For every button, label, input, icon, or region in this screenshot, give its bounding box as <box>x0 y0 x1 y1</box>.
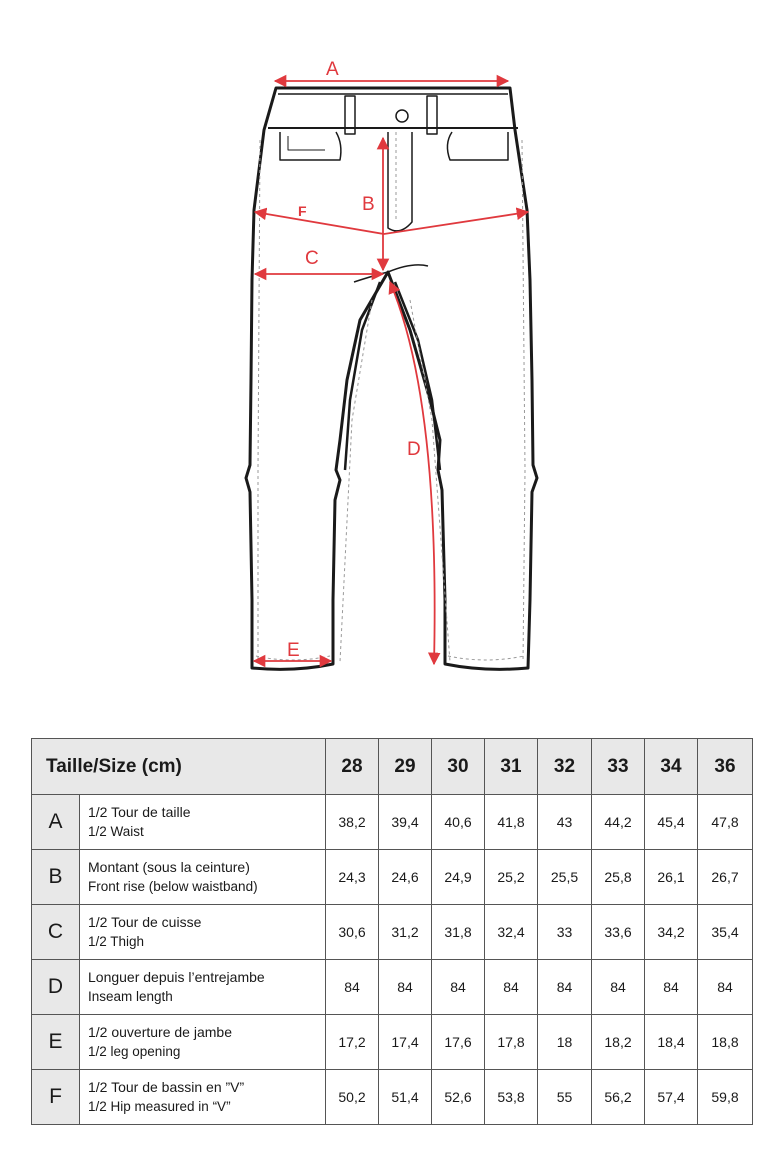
size-header: 30 <box>432 739 485 795</box>
measurement-value: 43 <box>538 795 592 850</box>
measurement-value: 84 <box>326 960 379 1015</box>
label-c: C <box>305 248 319 269</box>
measurement-value: 25,8 <box>592 850 645 905</box>
description-english: 1/2 Waist <box>88 824 144 839</box>
measurement-value: 26,7 <box>698 850 753 905</box>
inner-leg-left <box>345 282 380 470</box>
size-header: 32 <box>538 739 592 795</box>
measurement-value: 25,5 <box>538 850 592 905</box>
table-row <box>32 850 753 905</box>
measurement-value: 84 <box>485 960 538 1015</box>
label-a: A <box>326 59 339 80</box>
measurement-value: 53,8 <box>485 1070 538 1125</box>
pants-outline <box>246 88 537 669</box>
measurement-value: 50,2 <box>326 1070 379 1125</box>
table-row <box>32 1015 753 1070</box>
measure-f-line <box>255 212 528 234</box>
measurement-value: 40,6 <box>432 795 485 850</box>
description-french: 1/2 Tour de taille <box>88 804 191 820</box>
size-header: 31 <box>485 739 538 795</box>
table-row <box>32 905 753 960</box>
label-e: E <box>287 640 300 661</box>
size-header: 33 <box>592 739 645 795</box>
measurement-letter: E <box>32 1015 80 1070</box>
table-title: Taille/Size (cm) <box>32 739 326 795</box>
measurement-value: 45,4 <box>645 795 698 850</box>
measurement-value: 31,2 <box>379 905 432 960</box>
measurement-value: 24,3 <box>326 850 379 905</box>
measurement-value: 51,4 <box>379 1070 432 1125</box>
table-row <box>32 1070 753 1125</box>
pants-silhouette <box>246 88 537 669</box>
size-header: 28 <box>326 739 379 795</box>
measurement-value: 84 <box>379 960 432 1015</box>
measurement-value: 84 <box>645 960 698 1015</box>
label-f: F <box>298 203 307 219</box>
measurement-value: 84 <box>592 960 645 1015</box>
size-header: 36 <box>698 739 753 795</box>
measurement-value: 25,2 <box>485 850 538 905</box>
description-french: Montant (sous la ceinture) <box>88 859 250 875</box>
measurement-value: 18,8 <box>698 1015 753 1070</box>
measurement-letter: A <box>32 795 80 850</box>
measurement-value: 18 <box>538 1015 592 1070</box>
measurement-value: 32,4 <box>485 905 538 960</box>
description-french: 1/2 Tour de bassin en ”V” <box>88 1079 245 1095</box>
measurement-value: 33,6 <box>592 905 645 960</box>
measurement-value: 52,6 <box>432 1070 485 1125</box>
measurement-value: 18,4 <box>645 1015 698 1070</box>
measurement-value: 17,8 <box>485 1015 538 1070</box>
label-b: B <box>362 194 375 215</box>
measurement-value: 34,2 <box>645 905 698 960</box>
button-icon <box>396 110 408 122</box>
measurement-description <box>80 795 326 850</box>
measurement-value: 17,2 <box>326 1015 379 1070</box>
label-d: D <box>407 439 421 460</box>
measurement-description <box>80 850 326 905</box>
measurement-value: 41,8 <box>485 795 538 850</box>
size-table <box>31 738 753 1125</box>
description-french: Longuer depuis l’entrejambe <box>88 969 265 985</box>
measurement-value: 24,9 <box>432 850 485 905</box>
measurement-value: 84 <box>538 960 592 1015</box>
measurement-value: 17,6 <box>432 1015 485 1070</box>
measurement-lines <box>254 81 528 664</box>
measurement-value: 31,8 <box>432 905 485 960</box>
table-header-row <box>32 739 753 795</box>
description-french: 1/2 Tour de cuisse <box>88 914 202 930</box>
measurement-value: 47,8 <box>698 795 753 850</box>
stitch-outer-right <box>522 140 525 662</box>
measurement-description <box>80 960 326 1015</box>
measurement-value: 59,8 <box>698 1070 753 1125</box>
pocket-left <box>280 132 341 160</box>
measurement-value: 17,4 <box>379 1015 432 1070</box>
description-french: 1/2 ouverture de jambe <box>88 1024 232 1040</box>
measurement-value: 24,6 <box>379 850 432 905</box>
measurement-value: 33 <box>538 905 592 960</box>
description-english: 1/2 leg opening <box>88 1044 181 1059</box>
measurement-value: 35,4 <box>698 905 753 960</box>
measurement-value: 55 <box>538 1070 592 1125</box>
measurement-letter: D <box>32 960 80 1015</box>
measurement-description <box>80 1015 326 1070</box>
table-row <box>32 960 753 1015</box>
stitch-lines <box>256 132 525 662</box>
measurement-value: 84 <box>698 960 753 1015</box>
measurement-letter: B <box>32 850 80 905</box>
coin-pocket <box>288 136 325 150</box>
description-english: 1/2 Hip measured in “V” <box>88 1099 231 1114</box>
measurement-value: 56,2 <box>592 1070 645 1125</box>
size-header: 34 <box>645 739 698 795</box>
stitch-inner-left <box>340 300 372 662</box>
table-row <box>32 795 753 850</box>
measurement-letter: F <box>32 1070 80 1125</box>
description-english: Inseam length <box>88 989 173 1004</box>
measurement-description <box>80 1070 326 1125</box>
description-english: 1/2 Thigh <box>88 934 145 949</box>
measurement-value: 39,4 <box>379 795 432 850</box>
measurement-value: 18,2 <box>592 1015 645 1070</box>
measurement-value: 30,6 <box>326 905 379 960</box>
measurement-description <box>80 905 326 960</box>
stitch-hem-right <box>448 656 524 660</box>
measurement-value: 57,4 <box>645 1070 698 1125</box>
measurement-value: 44,2 <box>592 795 645 850</box>
fly <box>388 132 412 231</box>
measurement-letter: C <box>32 905 80 960</box>
pocket-right <box>447 132 508 160</box>
measurement-value: 26,1 <box>645 850 698 905</box>
measurement-value: 84 <box>432 960 485 1015</box>
size-header: 29 <box>379 739 432 795</box>
description-english: Front rise (below waistband) <box>88 879 258 894</box>
stitch-outer-left <box>258 140 260 662</box>
measurement-value: 38,2 <box>326 795 379 850</box>
